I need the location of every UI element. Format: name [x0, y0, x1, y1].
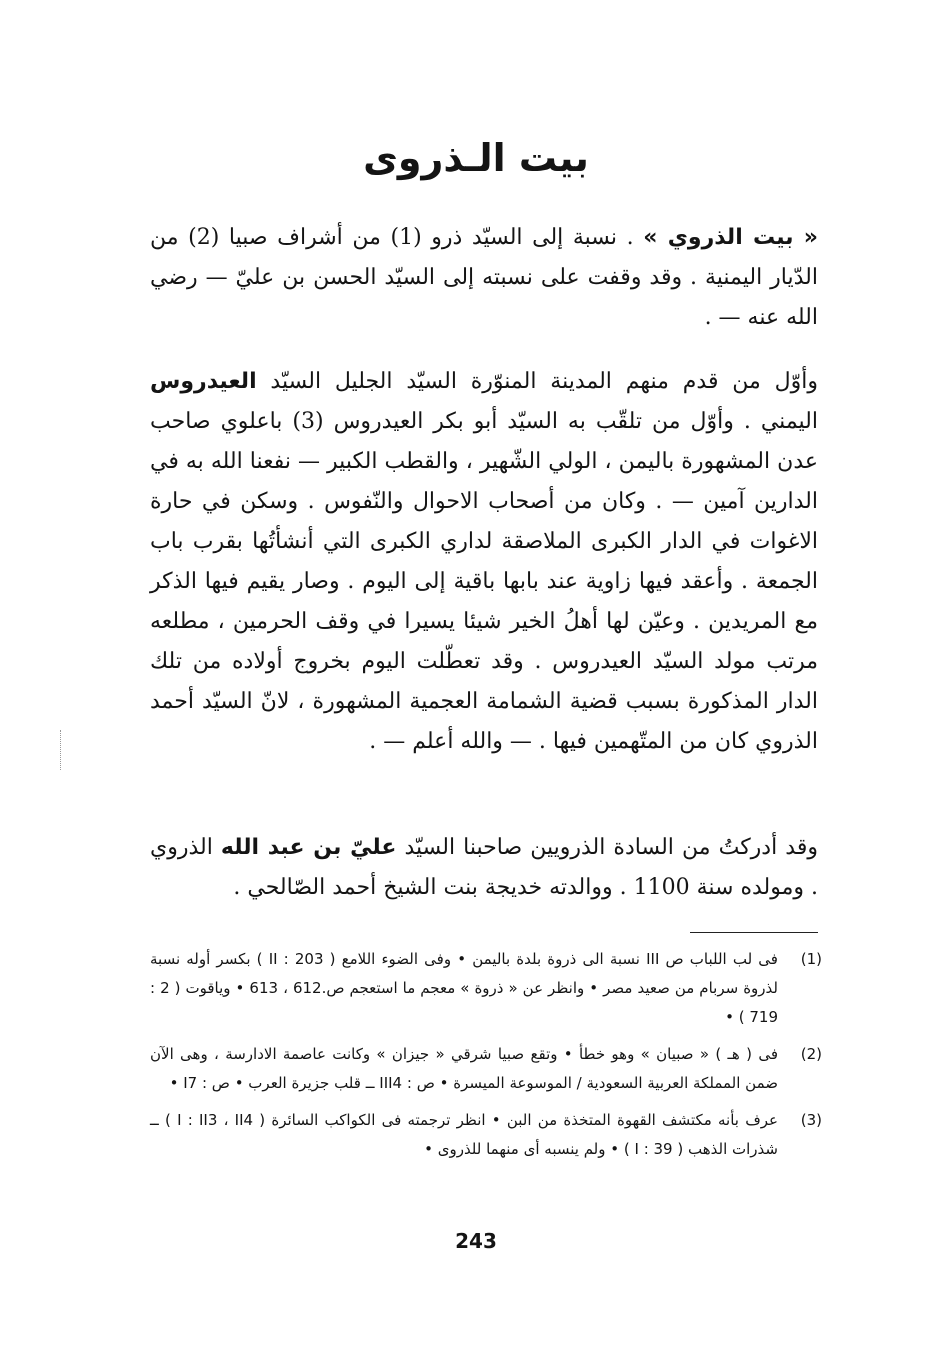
page-number: 243 — [455, 1229, 497, 1253]
page-title: بيت الـذروى — [363, 136, 589, 180]
paragraph-1-text: . نسبة إلى السيّد ذرو (1) من أشراف صبيا (2) من الدّيار اليمنية . وقد وقفت على نسبته إلى السيّد الحسن بن عليّ — رضي الله عنه — . — [150, 225, 818, 330]
footnote-number: (1) — [800, 950, 822, 968]
paragraph-2-bold-name: العيدروس — [150, 369, 257, 394]
footnote-number: (3) — [800, 1111, 822, 1129]
footnote-text: فى لب اللباب ص III نسبة الى ذروة بلدة باليمن • وفى الضوء اللامع ( II : 203 ) بكسر أوله نسبة لذروة سربام من صعيد مصر • وانظر عن « ذروة » معجم ما استعجم ص.612 ، 613 • وياقوت ( 2 : 719 ) • — [150, 950, 778, 1026]
footnote — [150, 945, 822, 1032]
footnote-text: فى ( هـ ) « صبيان » وهو خطأ • وتقع صبيا شرقي « جيزان » وكانت عاصمة الادارسة ، وهى الآن ضمن المملكة العربية السعودية / الموسوعة الميسرة • ص : III4 ــ قلب جزيرة العرب • ص : I7 • — [150, 1045, 778, 1092]
paragraph-2 — [150, 362, 818, 762]
paragraph-3-bold-name: عليّ بن عبد الله — [220, 835, 397, 860]
footnote-divider — [690, 932, 818, 933]
footnote-number: (2) — [800, 1045, 822, 1063]
paragraph-3-text-before: وقد أدركتُ من السادة الذرويين صاحبنا السيّد — [396, 835, 818, 860]
footnote — [150, 1106, 822, 1164]
paragraph-3-text-after: الذروي . ومولده سنة 1100 . ووالدته خديجة بنت الشيخ أحمد الصّالحي . — [150, 835, 818, 900]
paragraph-2-text-before: وأوّل من قدم منهم المدينة المنوّرة السيّد الجليل السيّد — [256, 369, 818, 394]
footnote-text: عرف بأنه مكتشف القهوة المتخذة من البن • انظر ترجمته فى الكواكب السائرة ( I : II3 ، II4 ) ــ شذرات الذهب ( I : 39 ) • ولم ينسبه أى منهما للذروى • — [150, 1111, 778, 1158]
footnote — [150, 1040, 822, 1098]
scan-margin-mark — [60, 730, 64, 770]
footnotes — [150, 945, 822, 1172]
paragraph-2-text-after: اليمني . وأوّل من تلقّب به السيّد أبو بكر العيدروس (3) باعلوي صاحب عدن المشهورة باليمن ، الولي الشّهير ، والقطب الكبير — نفعنا الله به في الدارين آمين — . وكان من أصحاب الاحوال والنّفوس . وسكن في حارة الاغوات في الدار الكبرى الملاصقة لداري الكبرى التي أنشأتُها بقرب باب الجمعة . وأعقد فيها زاوية عند بابها باقية إلى اليوم . وصار يقيم فيها الذكر مع المريدين . وعيّن لها أهلُ الخير شيئا يسيرا في وقف الحرمين ، مطلعه مرتب مولد السيّد العيدروس . وقد تعطّلت اليوم بخروج أولاده من تلك الدار المذكورة بسبب قضية الشمامة العجمية المشهورة ، لانّ السيّد أحمد الذروي كان من المتّهمين فيها . — والله أعلم — . — [150, 409, 819, 754]
paragraph-1-lead: « بيت الذروي » — [643, 225, 819, 250]
paragraph-3 — [150, 828, 818, 908]
paragraph-1 — [150, 218, 818, 338]
